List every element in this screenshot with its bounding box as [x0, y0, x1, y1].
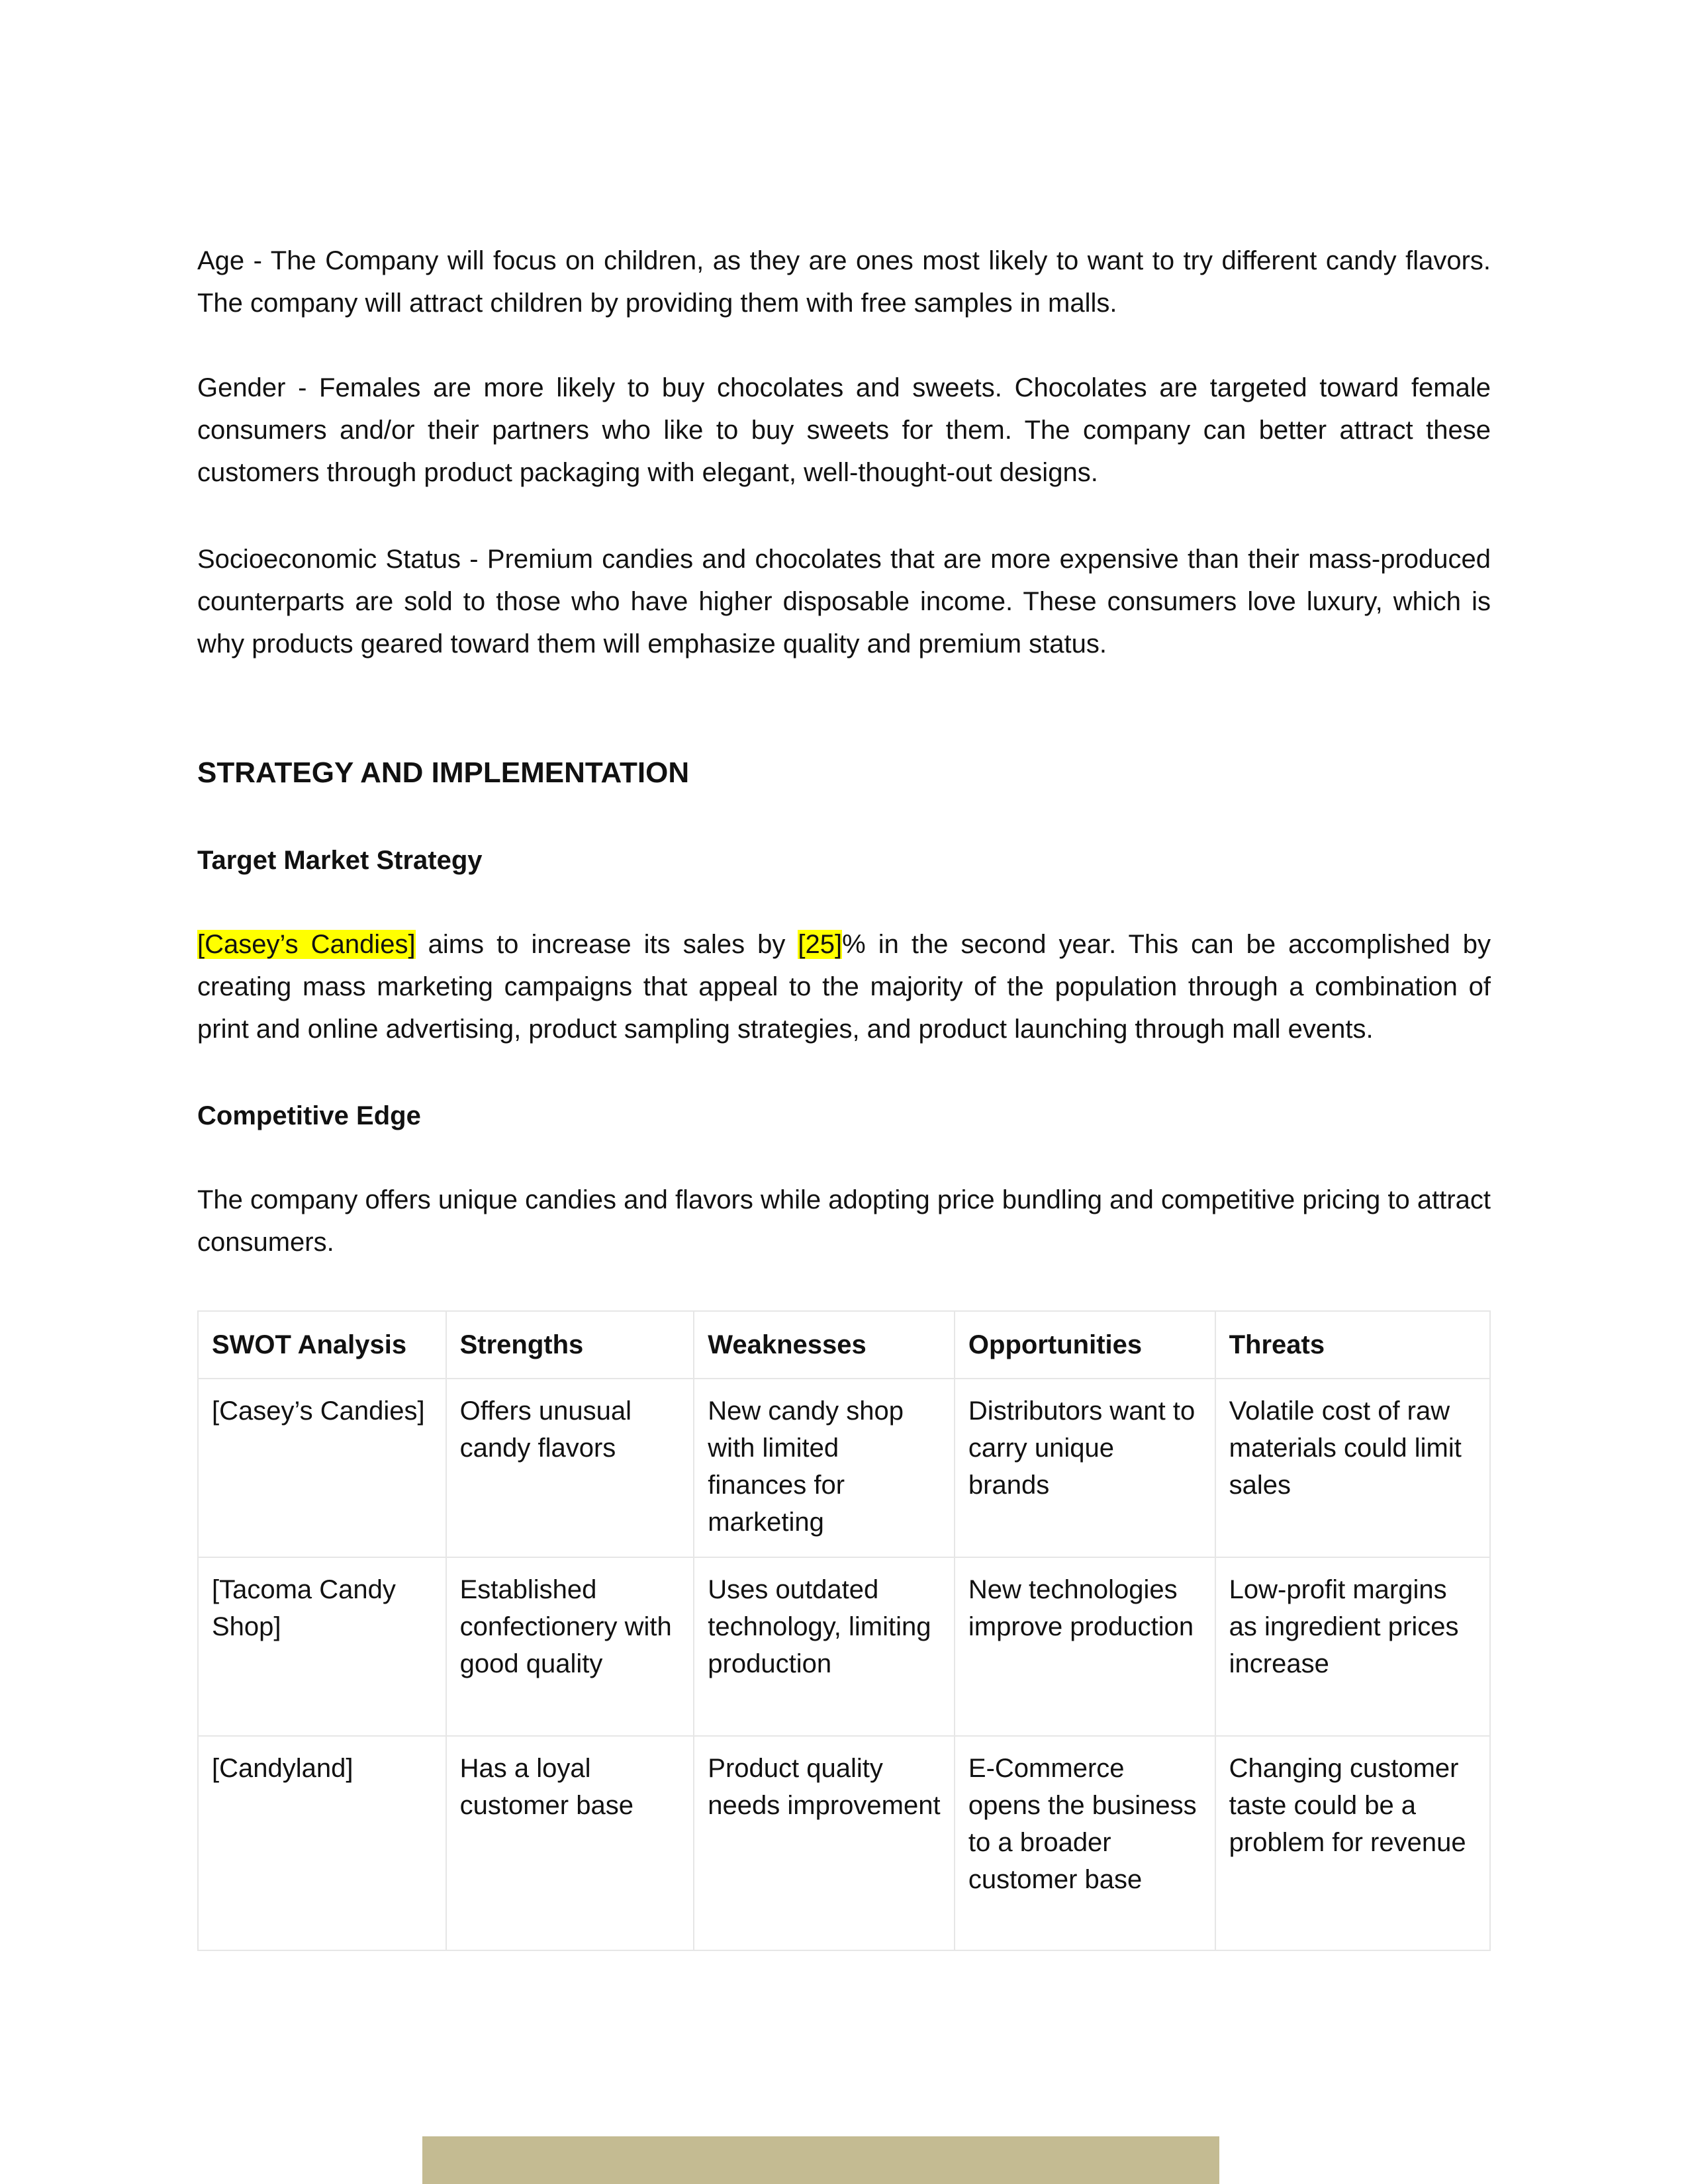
- table-row: [198, 1736, 1490, 1950]
- swot-weakness-cell: New candy shop with limited finances for marketing: [694, 1379, 955, 1557]
- socioeconomic-paragraph: Socioeconomic Status - Premium candies and chocolates that are more expensive than their mass-produced counterparts are sold to those who have higher disposable income. These consumers love luxury, which is why products geared toward them will emphasize quality and premium status.: [197, 545, 1491, 659]
- swot-opportunity-cell: New technologies improve production: [955, 1557, 1215, 1736]
- swot-table: [197, 1310, 1491, 1951]
- footer-bar: [422, 2136, 1219, 2184]
- target-market-paragraph: [197, 923, 1491, 1050]
- target-text-part-a: aims to increase its sales by: [415, 930, 798, 959]
- target-text-part-b: % in the second year. This can be accomplished by creating mass marketing campaigns that appeal to the majority of the population through a combination of print and online advertising, product sampling strategies, and product launching through mall events.: [197, 930, 1491, 1044]
- target-market-heading: Target Market Strategy: [197, 846, 483, 875]
- age-paragraph: Age - The Company will focus on children, as they are ones most likely to want to try different candy flavors. The company will attract children by providing them with free samples in malls.: [197, 246, 1491, 318]
- swot-strength-cell: Has a loyal customer base: [446, 1736, 694, 1950]
- swot-weakness-cell: Uses outdated technology, limiting production: [694, 1557, 955, 1736]
- swot-header-row: [198, 1311, 1490, 1379]
- swot-header-strengths: Strengths: [446, 1311, 694, 1379]
- swot-header-threats: Threats: [1215, 1311, 1490, 1379]
- swot-threat-cell: Low-profit margins as ingredient prices increase: [1215, 1557, 1490, 1736]
- gender-paragraph: Gender - Females are more likely to buy chocolates and sweets. Chocolates are targeted toward female consumers and/or their partners who like to buy sweets for them. The company can better attract these customers through product packaging with elegant, well-thought-out designs.: [197, 373, 1491, 487]
- swot-threat-cell: Volatile cost of raw materials could limit sales: [1215, 1379, 1490, 1557]
- swot-weakness-cell: Product quality needs improvement: [694, 1736, 955, 1950]
- competitive-edge-paragraph: The company offers unique candies and flavors while adopting price bundling and competitive pricing to attract consumers.: [197, 1185, 1491, 1257]
- swot-company-cell: [Casey’s Candies]: [198, 1379, 446, 1557]
- table-row: [198, 1557, 1490, 1736]
- swot-company-cell: [Candyland]: [198, 1736, 446, 1950]
- swot-header-analysis: SWOT Analysis: [198, 1311, 446, 1379]
- company-name-placeholder: [Casey’s Candies]: [197, 930, 416, 959]
- swot-header-weaknesses: Weaknesses: [694, 1311, 955, 1379]
- competitive-edge-heading: Competitive Edge: [197, 1101, 421, 1130]
- swot-opportunity-cell: Distributors want to carry unique brands: [955, 1379, 1215, 1557]
- section-title: STRATEGY AND IMPLEMENTATION: [197, 756, 690, 789]
- swot-strength-cell: Established confectionery with good quality: [446, 1557, 694, 1736]
- swot-header-opportunities: Opportunities: [955, 1311, 1215, 1379]
- percent-placeholder: [25]: [798, 930, 843, 959]
- swot-company-cell: [Tacoma Candy Shop]: [198, 1557, 446, 1736]
- table-row: [198, 1379, 1490, 1557]
- swot-threat-cell: Changing customer taste could be a problem for revenue: [1215, 1736, 1490, 1950]
- swot-strength-cell: Offers unusual candy flavors: [446, 1379, 694, 1557]
- swot-opportunity-cell: E-Commerce opens the business to a broader customer base: [955, 1736, 1215, 1950]
